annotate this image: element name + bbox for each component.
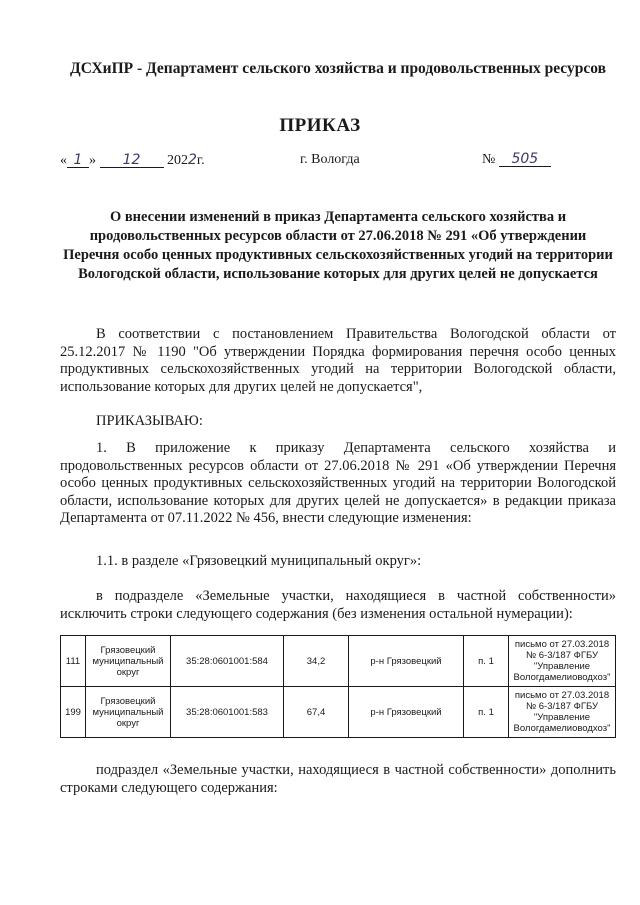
order-date — [60, 152, 205, 169]
date-open-quote: « — [60, 153, 67, 168]
organization-header: ДСХиПР - Департамент сельского хозяйства и продовольственных ресурсов — [70, 60, 606, 77]
clause-1-1: 1.1. в разделе «Грязовецкий муниципальный округ»: — [96, 553, 422, 569]
row-number: 199 — [61, 687, 86, 738]
location-cell: р-н Грязовецкий — [349, 636, 464, 687]
order-year-digit: 2 — [188, 152, 197, 168]
order-day: 1 — [67, 153, 89, 168]
basis-cell: письмо от 27.03.2018 № 6-3/187 ФГБУ "Управление Вологдамелиоводхоз" — [509, 687, 616, 738]
location-cell: р-н Грязовецкий — [349, 687, 464, 738]
clause-1: 1. В приложение к приказу Департамента сельского хозяйства и продовольственных ресурсов области от 27.06.2018 № 291 «Об утверждении Перечня особо ценных продуктивных сельскохозяйственных угодий на территории Вологодской области, использование которых для других целей не допускается» в редакции приказа Департамента от 07.11.2022 № 456, внести следующие изменения: — [60, 440, 616, 526]
document-title: ПРИКАЗ — [279, 115, 361, 136]
preamble-paragraph: В соответствии с постановлением Правительства Вологодской области от 25.12.2017 № 1190 "Об утверждении Порядка формирования перечня особо ценных продуктивных сельскохозяйственных угодий на территории Вологодской области, использование которых для других целей не допускается", — [60, 326, 616, 395]
cadastral-number-cell: 35:28:0601001:584 — [171, 636, 284, 687]
basis-cell: письмо от 27.03.2018 № 6-3/187 ФГБУ "Управление Вологдамелиоводхоз" — [509, 636, 616, 687]
order-keyword: ПРИКАЗЫВАЮ: — [96, 413, 203, 429]
order-heading: О внесении изменений в приказ Департамента сельского хозяйства и продовольственных ресурсов области от 27.06.2018 № 291 «Об утверждении Перечня особо ценных продуктивных сельскохозяйственных угодий на территории Вологодской области, использование которых для других целей не допускается — [63, 209, 613, 282]
subsection-add-paragraph: подраздел «Земельные участки, находящиеся в частной собственности» дополнить строками следующего содержания: — [60, 762, 616, 796]
subsection-exclude-paragraph: в подразделе «Земельные участки, находящиеся в частной собственности» исключить строки следующего содержания (без изменения остальной нумерации): — [60, 588, 616, 622]
table-row — [61, 687, 616, 738]
order-month: 12 — [100, 153, 164, 168]
point-cell: п. 1 — [464, 636, 509, 687]
date-close-quote: » — [89, 153, 96, 168]
district-cell: Грязовецкий муниципальный округ — [86, 687, 171, 738]
order-city: г. Вологда — [300, 152, 360, 167]
excluded-rows-table — [60, 635, 616, 738]
order-number-label: № — [482, 152, 496, 167]
district-cell: Грязовецкий муниципальный округ — [86, 636, 171, 687]
area-cell: 34,2 — [284, 636, 349, 687]
area-cell: 67,4 — [284, 687, 349, 738]
table-row — [61, 636, 616, 687]
row-number: 111 — [61, 636, 86, 687]
order-year-prefix: 202 — [167, 153, 188, 168]
order-number — [482, 152, 551, 168]
point-cell: п. 1 — [464, 687, 509, 738]
order-year-suffix: г. — [196, 153, 205, 168]
cadastral-number-cell: 35:28:0601001:583 — [171, 687, 284, 738]
order-number-value: 505 — [499, 152, 551, 167]
